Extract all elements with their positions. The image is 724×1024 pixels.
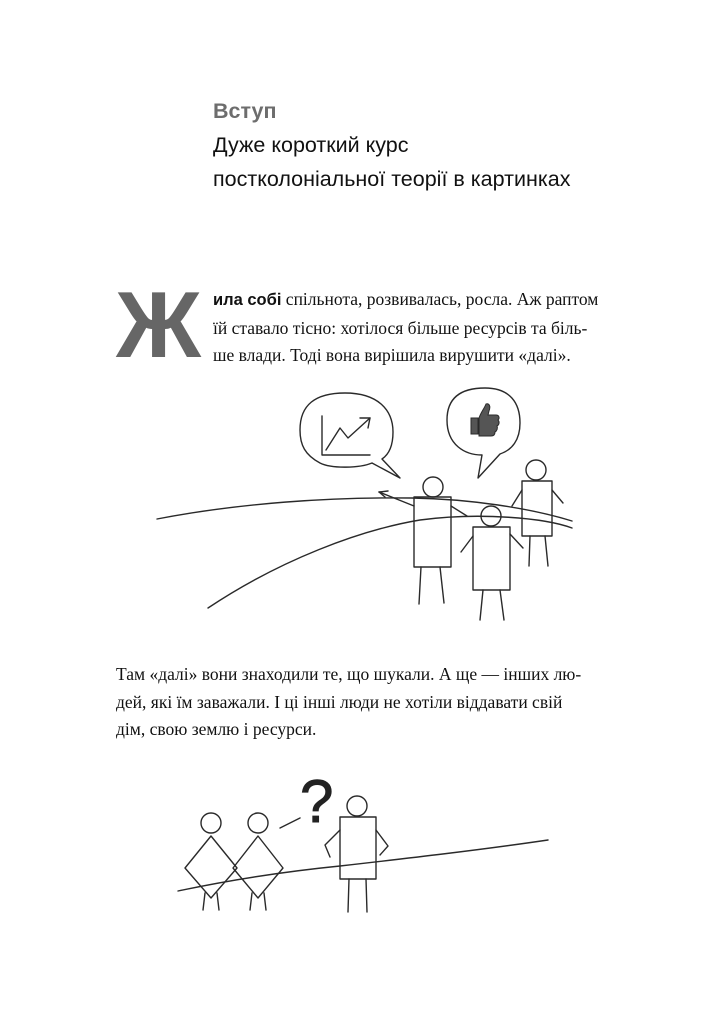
- rect-person-head: [347, 796, 367, 816]
- encounter-line-3: дім, свою землю і ресурси.: [116, 719, 317, 739]
- figure-1-body: [414, 497, 451, 567]
- rect-person-body: [340, 817, 376, 879]
- encounter-line-1: Там «далі» вони знаходили те, що шукали. А ще — інших лю-: [116, 664, 582, 684]
- intro-lead-bold: ила собі: [213, 291, 282, 309]
- figure-2-body: [473, 527, 510, 590]
- figure-3-arms: [512, 490, 563, 506]
- rect-person-arms: [325, 830, 388, 857]
- encounter-paragraph: [116, 661, 581, 744]
- intro-line-2: їй ставало тісно: хотілося більше ресурсів та біль-: [213, 317, 588, 338]
- hill-line-3: [178, 840, 548, 891]
- diamond-person-1-legs: [203, 893, 219, 910]
- thumbs-up-icon: [471, 404, 499, 436]
- intro-line-1-rest: спільнота, розвивалась, росла. Аж раптом: [281, 289, 599, 309]
- figure-3-head: [526, 460, 546, 480]
- hill-line-2: [208, 516, 572, 608]
- figure-3-legs: [529, 536, 548, 566]
- drop-cap: Ж: [116, 272, 201, 377]
- question-mark: ?: [300, 768, 334, 835]
- diamond-person-1-body: [185, 836, 237, 898]
- chapter-title-line-2: постколоніальної теорії в картинках: [213, 167, 571, 191]
- growth-chart-arrow-line: [326, 418, 370, 450]
- figure-1-legs: [419, 567, 444, 604]
- illustration-expansion: [157, 388, 572, 620]
- chapter-label: Вступ: [213, 99, 277, 123]
- diamond-person-2-legs: [250, 893, 266, 910]
- rect-person-legs: [348, 879, 367, 912]
- chapter-title-line-1: Дуже короткий курс: [213, 133, 409, 157]
- diamond-person-2-head: [248, 813, 268, 833]
- figure-3-body: [522, 481, 552, 536]
- encounter-line-2: дей, які їм заважали. І ці інші люди не хотіли віддавати свій: [116, 691, 563, 712]
- figure-1-pointing-arm: [379, 492, 414, 506]
- dash-between-figures: [280, 818, 300, 828]
- intro-line-3: ше влади. Тоді вона вирішила вирушити «далі».: [213, 345, 571, 365]
- figure-1-head: [423, 477, 443, 497]
- diamond-person-1-head: [201, 813, 221, 833]
- illustration-encounter: [178, 768, 548, 912]
- figure-1-other-arm: [451, 506, 467, 516]
- diamond-person-2-body: [233, 836, 283, 898]
- figure-2-arms: [461, 534, 523, 552]
- figure-2-legs: [480, 590, 504, 620]
